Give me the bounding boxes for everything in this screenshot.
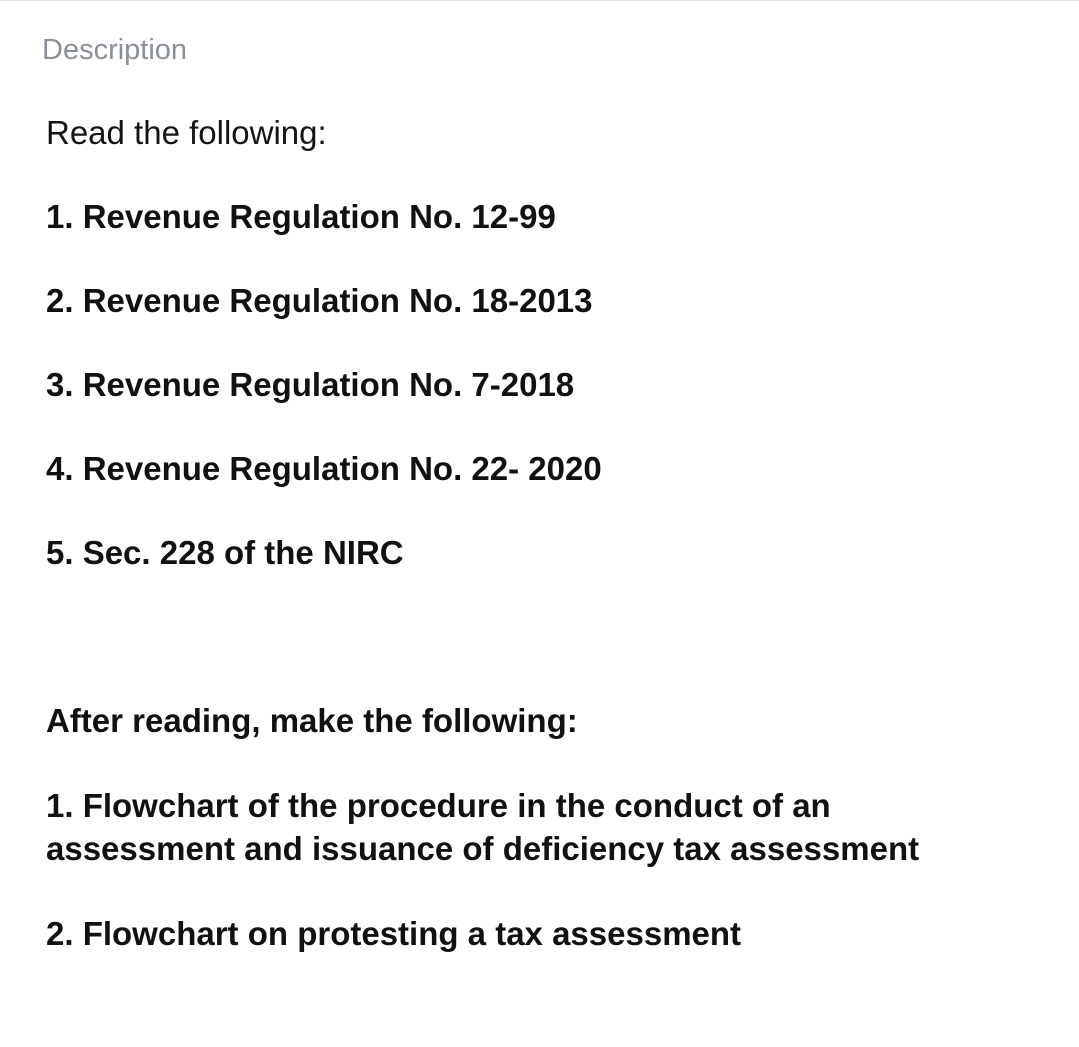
reading-item: 1. Revenue Regulation No. 12-99	[46, 198, 556, 235]
reading-list	[46, 196, 1046, 574]
task-list	[46, 784, 1046, 955]
reading-item: 5. Sec. 228 of the NIRC	[46, 534, 404, 571]
reading-intro: Read the following:	[46, 114, 327, 151]
reading-item: 3. Revenue Regulation No. 7-2018	[46, 366, 575, 403]
task-item: 1. Flowchart of the procedure in the conduct of an assessment and issuance of deficiency tax assessment	[46, 787, 920, 867]
reading-item: 2. Revenue Regulation No. 18-2013	[46, 282, 593, 319]
description-content	[46, 112, 1046, 955]
task-heading: After reading, make the following:	[46, 702, 578, 739]
task-item: 2. Flowchart on protesting a tax assessment	[46, 915, 742, 952]
description-label: Description	[42, 34, 188, 66]
top-divider	[0, 0, 1079, 1]
reading-item: 4. Revenue Regulation No. 22- 2020	[46, 450, 602, 487]
